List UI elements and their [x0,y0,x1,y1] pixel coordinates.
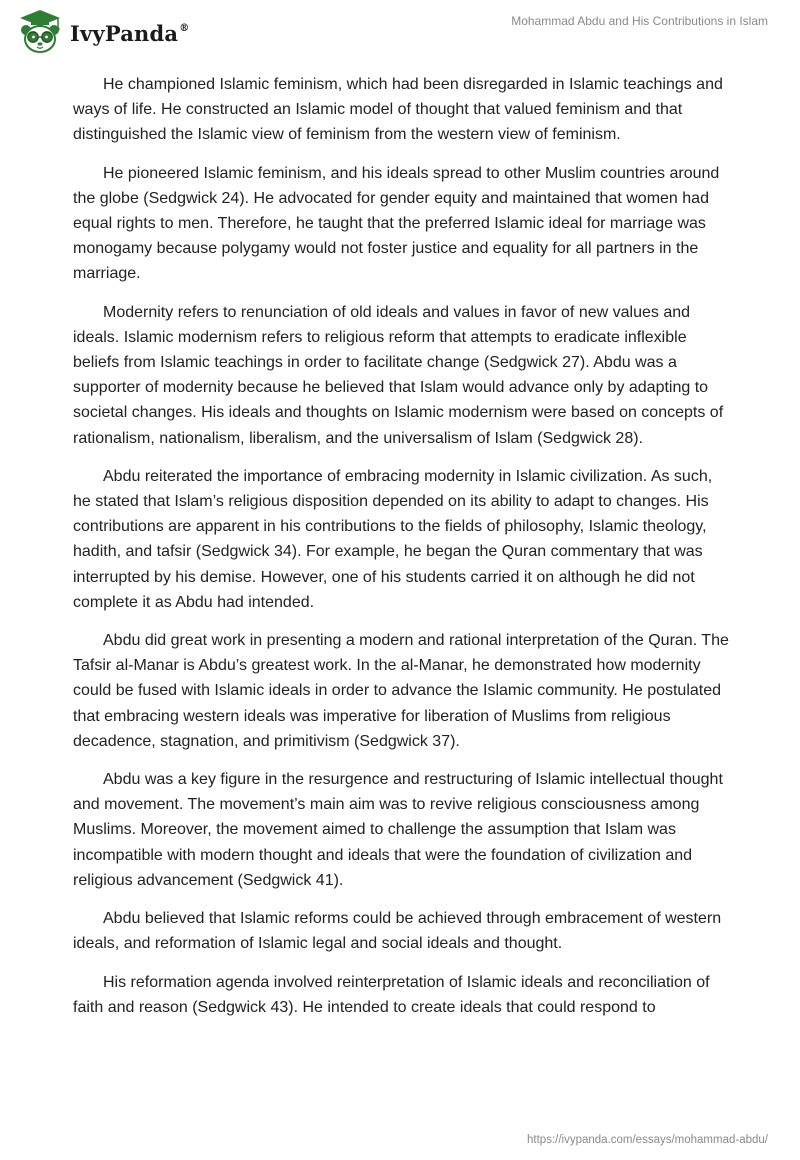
essay-body [73,72,733,1033]
essay-paragraph: Abdu did great work in presenting a modern and rational interpretation of the Quran. The Tafsir al-Manar is Abdu’s greatest work. In the al-Manar, he demonstrated how modernity could be fused with Islamic ideals in order to advance the Islamic community. He postulated that embracing western ideals was imperative for liberation of Muslims from religious decadence, stagnation, and primitivism (Sedgwick 37). [73,632,729,750]
essay-paragraph: He championed Islamic feminism, which had been disregarded in Islamic teachings and ways of life. He constructed an Islamic model of thought that valued feminism and that distinguished the Islamic view of feminism from the western view of feminism. [73,76,723,144]
essay-paragraph: Abdu believed that Islamic reforms could be achieved through embracement of western ideals, and reformation of Islamic legal and social ideals and thought. [73,910,722,953]
essay-paragraph: Modernity refers to renunciation of old ideals and values in favor of new values and ideals. Islamic modernism refers to religious reform that attempts to eradicate inflexible beliefs from Islamic teachings in order to facilitate change (Sedgwick 27). Abdu was a supporter of modernity because he believed that Islam would advance only by adapting to societal changes. His ideals and thoughts on Islamic modernism were based on concepts of rationalism, nationalism, liberalism, and the universalism of Islam (Sedgwick 28). [73,303,724,447]
brand-name-text: IvyPanda [70,20,179,46]
ivypanda-logo[interactable] [14,6,189,58]
document-title: Mohammad Abdu and His Contributions in Islam [511,14,768,28]
brand-name [70,21,189,46]
essay-paragraph: He pioneered Islamic feminism, and his ideals spread to other Muslim countries around the globe (Sedgwick 24). He advocated for gender equity and maintained that women had equal rights to men. Therefore, he taught that the preferred Islamic ideal for marriage was monogamy because polygamy would not foster justice and equality for all partners in the marriage. [73,164,720,283]
essay-paragraph: Abdu was a key figure in the resurgence and restructuring of Islamic intellectual thought and movement. The movement’s main aim was to revive religious consciousness among Muslims. Moreover, the movement aimed to challenge the assumption that Islam was incompatible with modern thought and ideals that were the foundation of civilization and religious advancement (Sedgwick 41). [73,771,723,889]
panda-graduate-icon [14,6,66,58]
registered-mark: ® [179,22,190,34]
essay-paragraph: His reformation agenda involved reinterpretation of Islamic ideals and reconciliation of faith and reason (Sedgwick 43). He intended to create ideals that could respond to [73,973,710,1016]
essay-paragraph: Abdu reiterated the importance of embracing modernity in Islamic civilization. As such, he stated that Islam’s religious disposition depended on its ability to adapt to changes. His contributions are apparent in his contributions to the fields of philosophy, Islamic theology, hadith, and tafsir (Sedgwick 34). For example, he began the Quran commentary that was interrupted by his demise. However, one of his students carried it on although he did not complete it as Abdu had intended. [73,467,713,611]
page-header [0,0,800,64]
source-url[interactable]: https://ivypanda.com/essays/mohammad-abdu/ [527,1134,768,1146]
